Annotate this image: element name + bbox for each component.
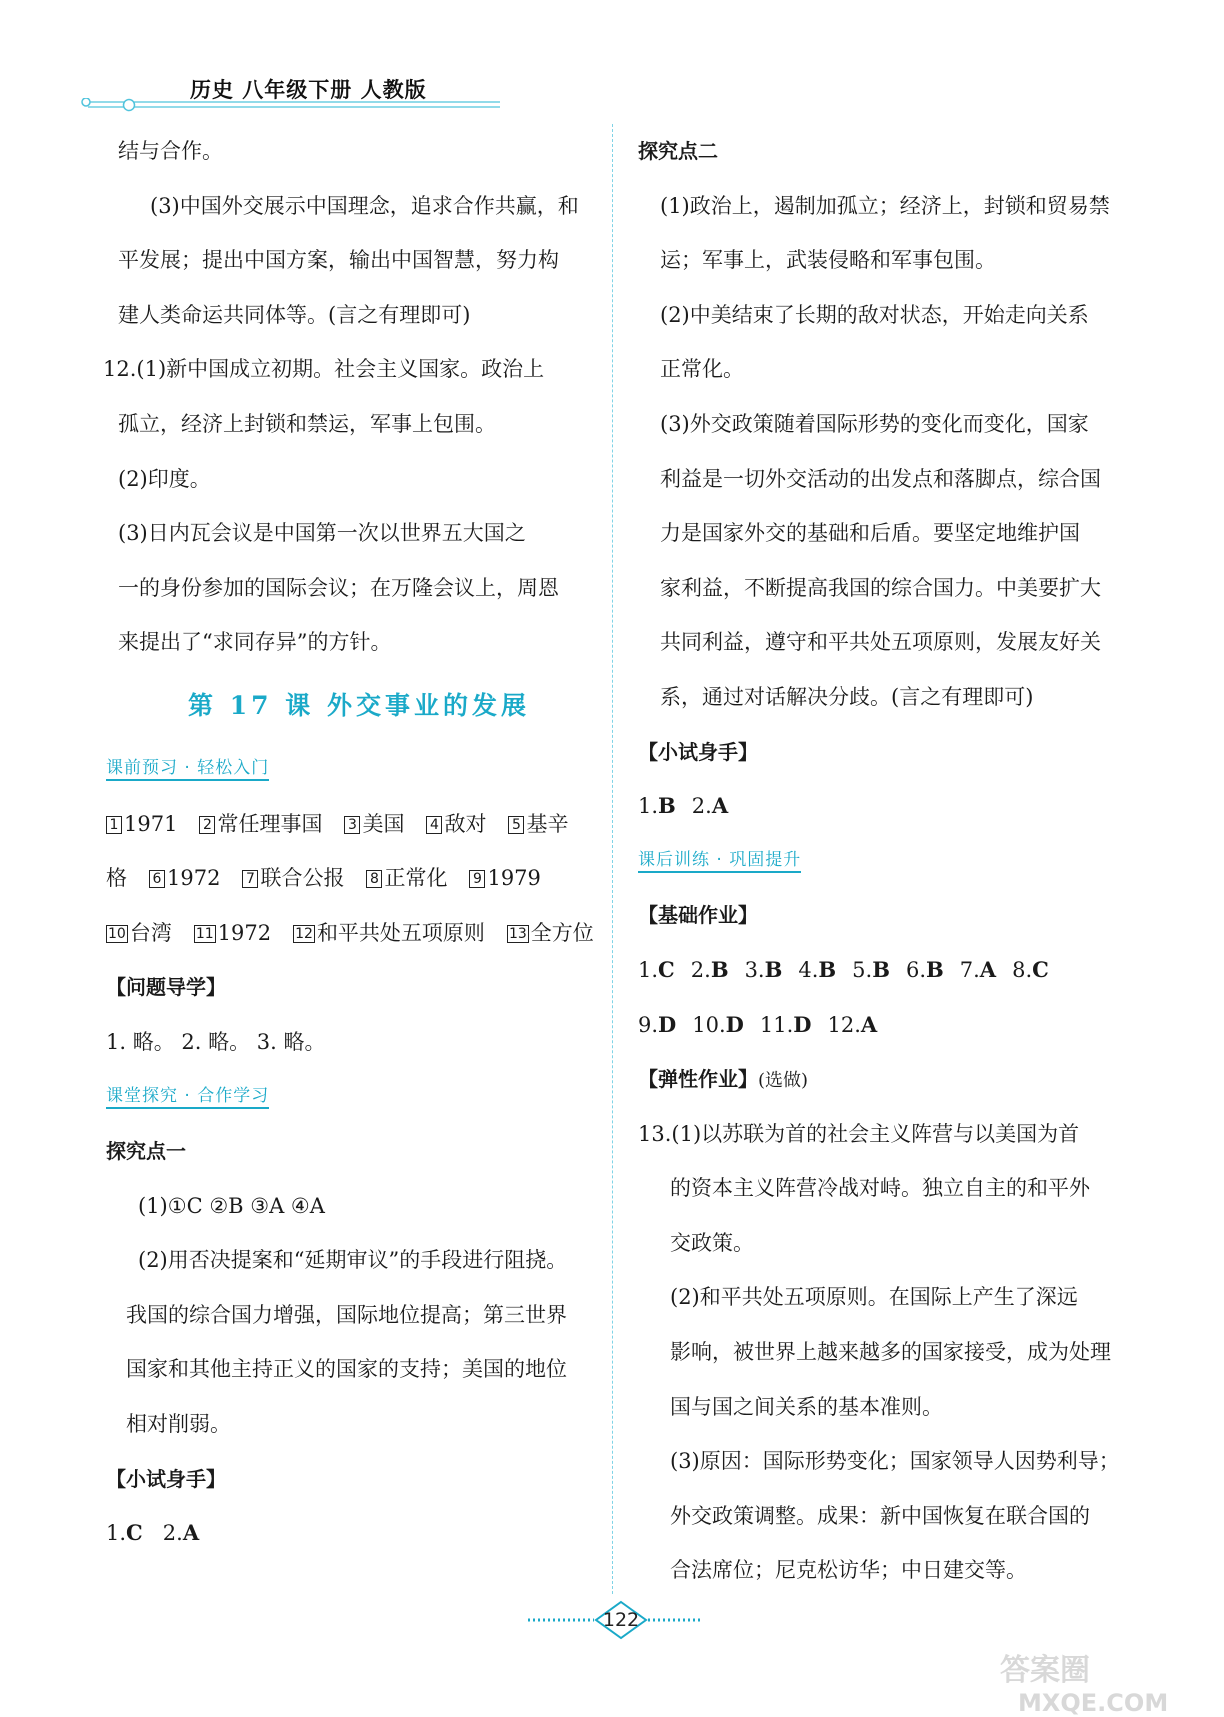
answer-line: 孤立，经济上封锁和禁运，军事上包围。	[118, 411, 496, 436]
answer-line: 共同利益，遵守和平共处五项原则，发展友好关	[660, 630, 1101, 655]
answer-line: 合法席位；尼克松访华；中日建交等。	[670, 1558, 1027, 1583]
blank-item: 12 和平共处五项原则	[295, 920, 485, 945]
answer-line: 建人类命运共同体等。(言之有理即可)	[118, 302, 471, 327]
heading-jichu: 【基础作业】	[638, 903, 758, 928]
section-preview	[106, 742, 600, 797]
section-preview-label: 课前预习 · 轻松入门	[106, 757, 269, 781]
answer-line-q12: 12.(1)新中国成立初期。社会主义国家。政治上	[103, 357, 545, 382]
answer-line: (3)中国外交展示中国理念，追求合作共赢，和	[150, 193, 579, 218]
answer-line: (2)和平共处五项原则。在国际上产生了深远	[670, 1285, 1078, 1310]
answer-line: (3)原因：国际形势变化；国家领导人因势利导；	[670, 1449, 1120, 1474]
column-divider	[612, 124, 613, 1594]
section-class-label: 课堂探究 · 合作学习	[106, 1085, 269, 1109]
answer-line: 正常化。	[660, 357, 744, 382]
section-class	[106, 1070, 600, 1125]
heading-wenti: 【问题导学】	[106, 975, 226, 1000]
wenti-answers: 1. 略。 2. 略。 3. 略。	[106, 1029, 326, 1054]
blank-item: 7 联合公报	[242, 851, 344, 906]
answer-line: 结与合作。	[118, 139, 223, 163]
heading-tanjiu1: 探究点一	[106, 1139, 186, 1164]
right-column	[638, 124, 1118, 1598]
answer-line: 的资本主义阵营冷战对峙。独立自主的和平外	[670, 1176, 1090, 1201]
answer-line: 国与国之间关系的基本准则。	[670, 1394, 943, 1419]
answer-line: (3)日内瓦会议是中国第一次以世界五大国之	[118, 521, 526, 546]
answer-line: 国家和其他主持正义的国家的支持；美国的地位	[126, 1357, 567, 1382]
blank-item: 3 美国	[344, 797, 404, 852]
blank-item: 13 全方位	[508, 920, 594, 945]
blank-item: 11 1972	[195, 920, 272, 945]
header-decoration	[80, 98, 510, 112]
answer-line: 相对削弱。	[126, 1412, 231, 1437]
blanks-row-2	[106, 851, 600, 906]
watermark-sub: MXQE.COM	[1018, 1689, 1169, 1717]
answer-line: 力是国家外交的基础和后盾。要坚定地维护国	[660, 521, 1080, 546]
heading-tanxing: 【弹性作业】(选做)	[638, 1067, 809, 1092]
left-column	[103, 124, 600, 1561]
blanks-row-1	[106, 797, 600, 852]
answer-line: 平发展；提出中国方案，输出中国智慧，努力构	[118, 248, 559, 273]
xiaoshi-answers-right: 1.B 2.A	[638, 793, 729, 819]
blank-item: 1 1971	[106, 797, 177, 852]
page-number-badge	[528, 1600, 703, 1640]
jichu-answers-row-1: 1.C 2.B 3.B 4.B 5.B 6.B 7.A 8.C	[638, 956, 1049, 982]
answer-line: (2)中美结束了长期的敌对状态，开始走向关系	[660, 302, 1089, 327]
lesson-title: 第 17 课 外交事业的发展	[188, 690, 530, 720]
blank-item: 9 1979	[469, 851, 540, 906]
answer-line: (3)外交政策随着国际形势的变化而变化，国家	[660, 411, 1089, 436]
heading-xiaoshi: 【小试身手】	[106, 1466, 226, 1491]
answer-line: 家利益，不断提高我国的综合国力。中美要扩大	[660, 575, 1101, 600]
answer-line: 我国的综合国力增强，国际地位提高；第三世界	[126, 1302, 567, 1327]
answer-line: 一的身份参加的国际会议；在万隆会议上，周恩	[118, 575, 559, 600]
xiaoshi-answers: 1.C 2.A	[106, 1520, 200, 1546]
heading-xiaoshi-right: 【小试身手】	[638, 739, 758, 764]
blanks-row-3	[106, 906, 600, 961]
answer-line: 外交政策调整。成果：新中国恢复在联合国的	[670, 1503, 1090, 1528]
jichu-answers-row-2: 9.D 10.D 11.D 12.A	[638, 1011, 878, 1037]
answer-line: 交政策。	[670, 1230, 754, 1255]
blank-item: 8 正常化	[366, 851, 447, 906]
answer-line-q13: 13.(1)以苏联为首的社会主义阵营与以美国为首	[638, 1121, 1080, 1146]
watermark	[1000, 1645, 1168, 1717]
page-number: 122	[602, 1609, 640, 1631]
blank-item: 4 敌对	[426, 797, 486, 852]
blank-item: 2 常任理事国	[199, 797, 322, 852]
blank-cont: 格	[106, 866, 127, 891]
answer-line: 运；军事上，武装侵略和军事包围。	[660, 248, 996, 273]
answer-line: 来提出了“求同存异”的方针。	[118, 630, 392, 655]
answer-line: 影响，被世界上越来越多的国家接受，成为处理	[670, 1340, 1111, 1365]
watermark-text: 答案圈	[1000, 1653, 1090, 1688]
blank-item: 6 1972	[149, 851, 220, 906]
section-after-label: 课后训练 · 巩固提升	[638, 849, 801, 873]
header-title: 历史 八年级下册 人教版	[190, 78, 427, 102]
answer-line: (1)①C ②B ③A ④A	[138, 1193, 325, 1218]
answer-line: 利益是一切外交活动的出发点和落脚点，综合国	[660, 466, 1101, 491]
answer-line: (1)政治上，遏制加孤立；经济上，封锁和贸易禁	[660, 193, 1110, 218]
blank-item: 10 台湾	[108, 920, 172, 945]
answer-line: 系，通过对话解决分歧。(言之有理即可)	[660, 684, 1034, 709]
answer-line: (2)印度。	[118, 466, 211, 491]
section-after	[638, 834, 1118, 889]
answer-line: (2)用否决提案和“延期审议”的手段进行阻挠。	[138, 1248, 568, 1273]
heading-tanjiu2: 探究点二	[638, 139, 718, 163]
blank-item: 5 基辛	[508, 797, 568, 852]
